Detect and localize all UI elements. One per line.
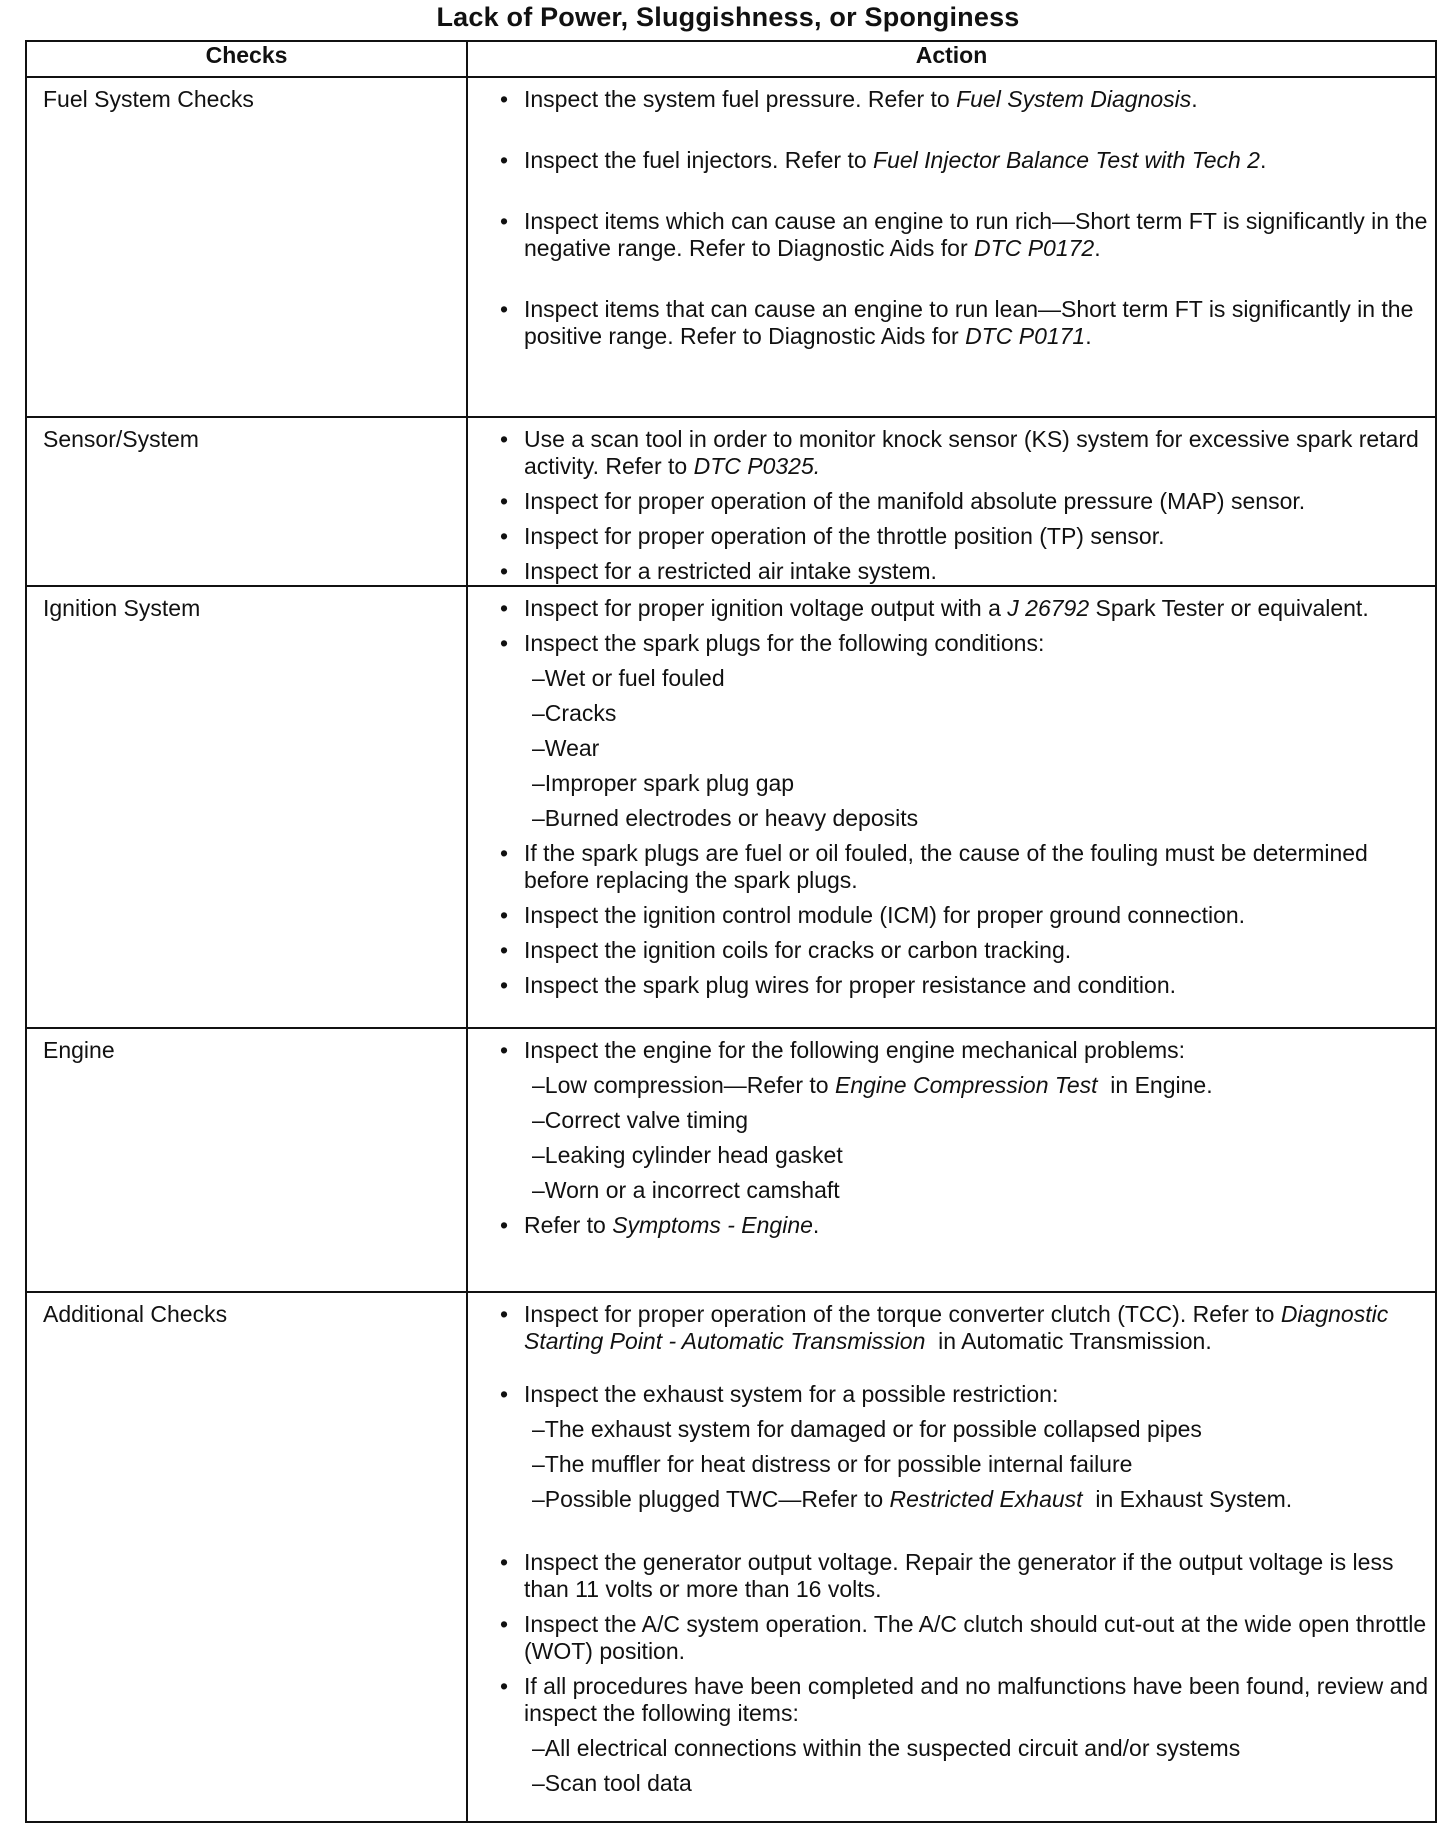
sub-item: – Improper spark plug gap xyxy=(500,770,1429,797)
check-cell xyxy=(26,77,467,417)
action-item: • Inspect the A/C system operation. The A/C clutch should cut-out at the wide open throttle (WOT) position. xyxy=(500,1611,1429,1665)
action-item: • Inspect items that can cause an engine to run lean—Short term FT is significantly in the positive range. Refer to Diagnostic Aids for DTC P0171. xyxy=(500,296,1429,350)
page-title: Lack of Power, Sluggishness, or Sponginess xyxy=(436,2,1020,32)
table-row-sensor-system xyxy=(26,417,1436,586)
sub-item: – Correct valve timing xyxy=(500,1107,1429,1134)
action-item: • Inspect for proper operation of the manifold absolute pressure (MAP) sensor. xyxy=(500,488,1429,515)
sub-item: – Worn or a incorrect camshaft xyxy=(500,1177,1429,1204)
action-cell xyxy=(467,417,1436,586)
action-item: • Inspect for proper ignition voltage output with a J 26792 Spark Tester or equivalent. xyxy=(500,595,1429,622)
action-item: • If the spark plugs are fuel or oil fouled, the cause of the fouling must be determined before replacing the spark plugs. xyxy=(500,840,1429,894)
action-item: • Inspect for a restricted air intake system. xyxy=(500,558,1429,585)
table-row-additional-checks xyxy=(26,1292,1436,1822)
check-cell xyxy=(26,417,467,586)
action-cell xyxy=(467,1028,1436,1292)
action-item: • Inspect the spark plug wires for proper resistance and condition. xyxy=(500,972,1429,999)
action-item: • Inspect for proper operation of the torque converter clutch (TCC). Refer to Diagnostic Starting Point - Automatic Transmission in Automatic Transmission. xyxy=(500,1301,1429,1355)
sub-item: – Wet or fuel fouled xyxy=(500,665,1429,692)
sub-item: – Burned electrodes or heavy deposits xyxy=(500,805,1429,832)
sub-item: – Wear xyxy=(500,735,1429,762)
action-cell xyxy=(467,77,1436,417)
action-cell xyxy=(467,586,1436,1028)
check-cell xyxy=(26,586,467,1028)
check-label: Additional Checks xyxy=(43,1301,228,1327)
diagnostic-table xyxy=(25,40,1437,1823)
table-row-ignition-system xyxy=(26,586,1436,1028)
table-header-row xyxy=(26,41,1436,77)
check-label: Engine xyxy=(43,1037,115,1063)
table-row-engine xyxy=(26,1028,1436,1292)
action-item: • Inspect the fuel injectors. Refer to Fuel Injector Balance Test with Tech 2. xyxy=(500,147,1429,174)
action-item: • Inspect the ignition control module (ICM) for proper ground connection. xyxy=(500,902,1429,929)
sub-item: – The muffler for heat distress or for possible internal failure xyxy=(500,1451,1429,1478)
action-header: Action xyxy=(467,41,1436,77)
action-item: • If all procedures have been completed and no malfunctions have been found, review and inspect the following items: xyxy=(500,1673,1429,1727)
checks-header: Checks xyxy=(26,41,467,77)
sub-item: – The exhaust system for damaged or for possible collapsed pipes xyxy=(500,1416,1429,1443)
action-item: • Refer to Symptoms - Engine. xyxy=(500,1212,1429,1239)
action-item: • Inspect the exhaust system for a possible restriction: xyxy=(500,1381,1429,1408)
sub-item: – All electrical connections within the suspected circuit and/or systems xyxy=(500,1735,1429,1762)
action-item: • Inspect the system fuel pressure. Refer to Fuel System Diagnosis. xyxy=(500,86,1429,113)
action-item: • Inspect the spark plugs for the following conditions: xyxy=(500,630,1429,657)
sub-item: – Leaking cylinder head gasket xyxy=(500,1142,1429,1169)
action-item: • Inspect the engine for the following engine mechanical problems: xyxy=(500,1037,1429,1064)
check-label: Ignition System xyxy=(43,595,201,621)
action-item: • Inspect the generator output voltage. Repair the generator if the output voltage is less than 11 volts or more than 16 volts. xyxy=(500,1549,1429,1603)
check-cell xyxy=(26,1028,467,1292)
action-item: • Inspect items which can cause an engine to run rich—Short term FT is significantly in the negative range. Refer to Diagnostic Aids for DTC P0172. xyxy=(500,208,1429,262)
action-item: • Use a scan tool in order to monitor knock sensor (KS) system for excessive spark retard activity. Refer to DTC P0325. xyxy=(500,426,1429,480)
check-label: Fuel System Checks xyxy=(43,86,254,112)
action-item: • Inspect the ignition coils for cracks or carbon tracking. xyxy=(500,937,1429,964)
action-cell xyxy=(467,1292,1436,1822)
table-row-fuel-system xyxy=(26,77,1436,417)
sub-item: – Scan tool data xyxy=(500,1770,1429,1797)
check-label: Sensor/System xyxy=(43,426,199,452)
sub-item: – Low compression—Refer to Engine Compression Test in Engine. xyxy=(500,1072,1429,1099)
action-item: • Inspect for proper operation of the throttle position (TP) sensor. xyxy=(500,523,1429,550)
sub-item: – Cracks xyxy=(500,700,1429,727)
sub-item: – Possible plugged TWC—Refer to Restricted Exhaust in Exhaust System. xyxy=(500,1486,1429,1513)
check-cell xyxy=(26,1292,467,1822)
